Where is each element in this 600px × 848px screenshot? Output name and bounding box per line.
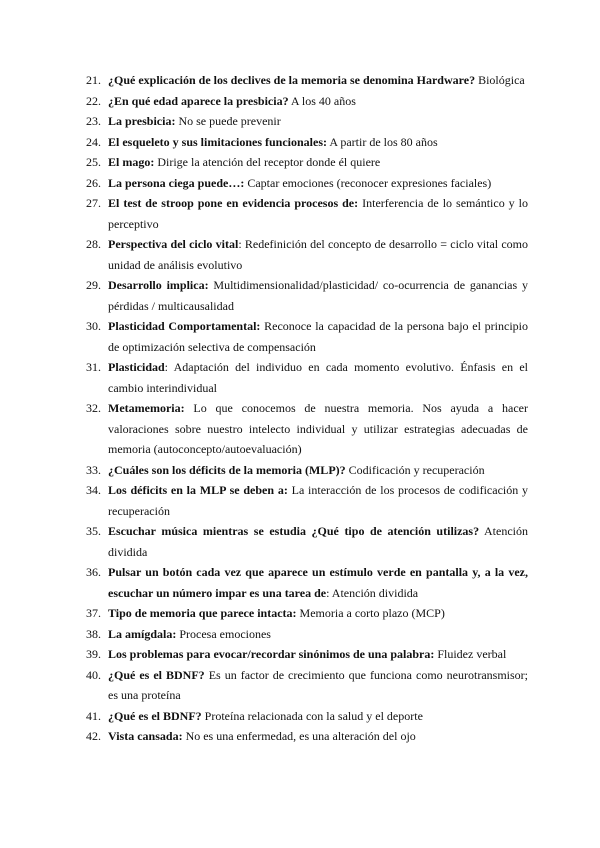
list-item (86, 521, 528, 562)
list-item (86, 726, 528, 747)
question-text: Plasticidad (108, 360, 165, 374)
question-text: La presbicia: (108, 114, 176, 128)
list-item (86, 644, 528, 665)
item-number: 26. (86, 175, 101, 190)
question-text: ¿Qué explicación de los declives de la memoria se denomina Hardware? (108, 73, 476, 87)
list-item (86, 460, 528, 481)
list-item (86, 706, 528, 727)
question-text: La persona ciega puede…: (108, 175, 245, 190)
answer-text: Es un factor de crecimiento que funciona como neurotransmisor; es una proteína (108, 667, 528, 702)
answer-text: Captar emociones (reconocer expresiones faciales) (244, 175, 492, 190)
item-number: 40. (86, 667, 101, 682)
answer-text: Dirige la atención del receptor donde él quiere (154, 155, 381, 169)
answer-text: Reconoce la capacidad de la persona bajo el principio de optimización selectiva de compensación (108, 319, 528, 354)
item-number: 42. (86, 729, 101, 743)
answer-text: Memoria a corto plazo (MCP) (296, 606, 445, 620)
answer-text: Codificación y recuperación (345, 462, 485, 477)
list-item (86, 603, 528, 624)
question-text: ¿Cuáles son los déficits de la memoria (MLP)? (108, 462, 346, 477)
question-text: La amígdala: (108, 626, 177, 641)
question-text: Tipo de memoria que parece intacta: (108, 606, 297, 620)
list-item (86, 398, 528, 460)
question-text: Vista cansada: (108, 729, 183, 743)
question-answer-list (86, 70, 528, 747)
question-text: El mago: (108, 155, 155, 169)
answer-text: Biológica (475, 73, 525, 87)
list-item (86, 357, 528, 398)
item-number: 27. (86, 196, 101, 210)
list-item (86, 70, 528, 91)
list-item (86, 111, 528, 132)
answer-text: Multidimensionalidad/plasticidad/ co-ocurrencia de ganancias y pérdidas / multicausalidad (108, 278, 528, 313)
list-item (86, 234, 528, 275)
list-item (86, 275, 528, 316)
answer-text: Atención dividida (108, 524, 528, 559)
item-number: 38. (86, 626, 101, 641)
item-number: 29. (86, 278, 101, 292)
list-item (86, 132, 528, 153)
item-number: 32. (86, 401, 101, 415)
list-item (86, 91, 528, 112)
item-number: 37. (86, 606, 101, 620)
item-number: 24. (86, 134, 101, 149)
answer-text: Proteína relacionada con la salud y el deporte (201, 708, 423, 723)
question-text: ¿En qué edad aparece la presbicia? (108, 93, 289, 108)
item-number: 34. (86, 483, 101, 497)
item-number: 23. (86, 114, 101, 128)
list-item (86, 152, 528, 173)
answer-text: A partir de los 80 años (327, 134, 438, 149)
list-item (86, 624, 528, 645)
question-text: Los problemas para evocar/recordar sinónimos de una palabra: (108, 647, 435, 661)
answer-text: Lo que conocemos de nuestra memoria. Nos ayuda a hacer valoraciones sobre nuestro intelecto individual y utilizar estrategias adecuadas de memoria (autoconcepto/autoevaluación) (108, 401, 528, 456)
item-number: 31. (86, 360, 101, 374)
list-item (86, 173, 528, 194)
item-number: 30. (86, 319, 101, 333)
question-text: Plasticidad Comportamental: (108, 319, 261, 333)
item-number: 39. (86, 647, 101, 661)
question-text: ¿Qué es el BDNF? (108, 708, 202, 723)
answer-text: Fluidez verbal (434, 647, 507, 661)
list-item (86, 665, 528, 706)
question-text: El test de stroop pone en evidencia procesos de: (108, 196, 359, 210)
answer-text: No es una enfermedad, es una alteración del ojo (182, 729, 416, 743)
item-number: 36. (86, 565, 101, 579)
answer-text: : Atención dividida (326, 585, 419, 600)
list-item (86, 562, 528, 603)
answer-text: No se puede prevenir (175, 114, 281, 128)
item-number: 33. (86, 462, 101, 477)
question-text: Los déficits en la MLP se deben a: (108, 483, 288, 497)
list-item (86, 480, 528, 521)
question-text: Escuchar música mientras se estudia ¿Qué tipo de atención utilizas? (108, 524, 480, 538)
item-number: 28. (86, 237, 101, 251)
question-text: El esqueleto y sus limitaciones funcionales: (108, 134, 328, 149)
list-item (86, 193, 528, 234)
question-text: Desarrollo implica: (108, 278, 209, 292)
answer-text: Procesa emociones (176, 626, 271, 641)
answer-text: : Redefinición del concepto de desarrollo = ciclo vital como unidad de análisis evolutivo (108, 237, 528, 272)
answer-text: : Adaptación del individuo en cada momento evolutivo. Énfasis en el cambio interindividual (108, 360, 528, 395)
answer-text: Interferencia de lo semántico y lo perceptivo (108, 196, 529, 231)
item-number: 41. (86, 708, 101, 723)
question-text: Pulsar un botón cada vez que aparece un estímulo verde en pantalla y, a la vez, escuchar un número impar es una tarea de (108, 565, 528, 600)
item-number: 21. (86, 73, 101, 87)
item-number: 22. (86, 93, 101, 108)
question-text: Perspectiva del ciclo vital (108, 237, 239, 251)
answer-text: La interacción de los procesos de codificación y recuperación (108, 483, 529, 518)
question-text: Metamemoria: (108, 401, 185, 415)
item-number: 35. (86, 524, 101, 538)
item-number: 25. (86, 155, 101, 169)
list-item (86, 316, 528, 357)
question-text: ¿Qué es el BDNF? (108, 667, 205, 682)
answer-text: A los 40 años (288, 93, 356, 108)
